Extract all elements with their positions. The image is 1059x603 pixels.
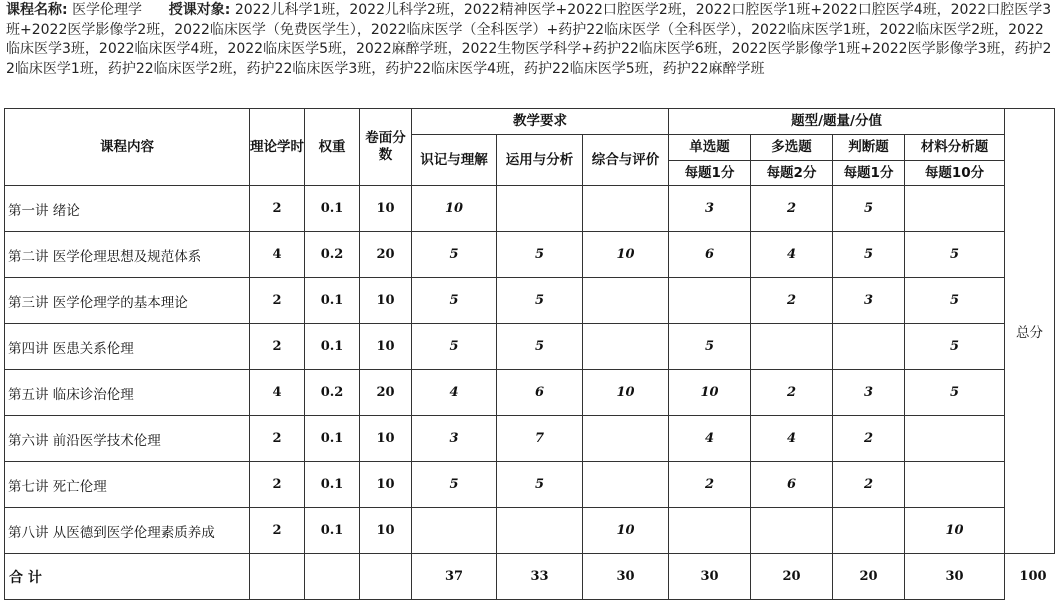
row-eval: 10 <box>583 370 669 416</box>
course-header <box>6 1 1056 79</box>
row-judge: 3 <box>833 370 905 416</box>
total-eval: 30 <box>583 554 669 600</box>
row-recall: 5 <box>412 324 497 370</box>
row-eval: 10 <box>583 508 669 554</box>
row-multiple: 2 <box>751 186 833 232</box>
row-recall: 5 <box>412 232 497 278</box>
row-single: 2 <box>669 462 751 508</box>
row-recall <box>412 508 497 554</box>
row-material <box>905 186 1005 232</box>
row-eval <box>583 462 669 508</box>
row-hours: 2 <box>250 462 305 508</box>
row-multiple: 6 <box>751 462 833 508</box>
row-name: 第八讲 从医德到医学伦理素质养成 <box>5 508 250 554</box>
header-req-eval: 综合与评价 <box>583 135 669 186</box>
header-total-score: 总分 <box>1005 109 1055 554</box>
row-hours: 2 <box>250 508 305 554</box>
row-name: 第二讲 医学伦理思想及规范体系 <box>5 232 250 278</box>
total-multiple: 20 <box>751 554 833 600</box>
row-apply: 6 <box>497 370 583 416</box>
total-recall: 37 <box>412 554 497 600</box>
row-apply: 5 <box>497 324 583 370</box>
row-judge: 2 <box>833 416 905 462</box>
header-material: 材料分析题 <box>905 135 1005 161</box>
row-score: 10 <box>360 186 412 232</box>
row-weight: 0.1 <box>305 324 360 370</box>
header-judge-pts: 每题1分 <box>833 161 905 186</box>
row-hours: 2 <box>250 186 305 232</box>
row-single: 5 <box>669 324 751 370</box>
row-hours: 4 <box>250 370 305 416</box>
row-apply: 5 <box>497 278 583 324</box>
total-material: 30 <box>905 554 1005 600</box>
header-single-pts: 每题1分 <box>669 161 751 186</box>
course-name-label: 课程名称: <box>6 2 68 18</box>
table-row <box>5 232 1055 278</box>
target-label: 授课对象: <box>168 2 231 18</box>
header-paper-score: 卷面分数 <box>360 109 412 186</box>
row-material: 10 <box>905 508 1005 554</box>
total-apply: 33 <box>497 554 583 600</box>
row-eval <box>583 278 669 324</box>
exam-spec-table <box>4 108 1055 600</box>
row-score: 10 <box>360 462 412 508</box>
header-teaching-req: 教学要求 <box>412 109 669 135</box>
header-single: 单选题 <box>669 135 751 161</box>
row-judge: 2 <box>833 462 905 508</box>
row-weight: 0.2 <box>305 232 360 278</box>
row-recall: 10 <box>412 186 497 232</box>
row-score: 10 <box>360 278 412 324</box>
header-multiple-pts: 每题2分 <box>751 161 833 186</box>
row-judge: 5 <box>833 232 905 278</box>
row-recall: 5 <box>412 278 497 324</box>
row-single: 4 <box>669 416 751 462</box>
row-multiple: 2 <box>751 278 833 324</box>
row-single: 3 <box>669 186 751 232</box>
row-name: 第五讲 临床诊治伦理 <box>5 370 250 416</box>
row-eval <box>583 186 669 232</box>
row-apply: 5 <box>497 232 583 278</box>
total-weight <box>305 554 360 600</box>
row-material: 5 <box>905 370 1005 416</box>
row-name: 第四讲 医患关系伦理 <box>5 324 250 370</box>
table-row <box>5 278 1055 324</box>
row-multiple: 2 <box>751 370 833 416</box>
row-eval <box>583 416 669 462</box>
row-recall: 3 <box>412 416 497 462</box>
row-hours: 4 <box>250 232 305 278</box>
header-judge: 判断题 <box>833 135 905 161</box>
row-weight: 0.1 <box>305 278 360 324</box>
total-single: 30 <box>669 554 751 600</box>
row-multiple <box>751 508 833 554</box>
table-row <box>5 370 1055 416</box>
row-score: 10 <box>360 416 412 462</box>
row-material <box>905 416 1005 462</box>
row-apply: 5 <box>497 462 583 508</box>
row-eval: 10 <box>583 232 669 278</box>
row-hours: 2 <box>250 416 305 462</box>
course-name: 医学伦理学 <box>72 2 143 18</box>
table-row <box>5 416 1055 462</box>
row-single: 6 <box>669 232 751 278</box>
row-score: 20 <box>360 232 412 278</box>
row-hours: 2 <box>250 324 305 370</box>
header-theory-hours: 理论学时 <box>250 109 305 186</box>
row-eval <box>583 324 669 370</box>
row-multiple: 4 <box>751 232 833 278</box>
total-judge: 20 <box>833 554 905 600</box>
row-apply <box>497 508 583 554</box>
row-single: 10 <box>669 370 751 416</box>
row-weight: 0.1 <box>305 186 360 232</box>
row-multiple: 4 <box>751 416 833 462</box>
row-apply <box>497 186 583 232</box>
row-single <box>669 508 751 554</box>
row-recall: 4 <box>412 370 497 416</box>
row-judge <box>833 324 905 370</box>
header-req-recall: 识记与理解 <box>412 135 497 186</box>
row-apply: 7 <box>497 416 583 462</box>
row-name: 第七讲 死亡伦理 <box>5 462 250 508</box>
total-row <box>5 554 1055 600</box>
table-row <box>5 508 1055 554</box>
total-score-cell <box>360 554 412 600</box>
header-weight: 权重 <box>305 109 360 186</box>
row-weight: 0.1 <box>305 462 360 508</box>
total-label: 合 计 <box>5 554 250 600</box>
row-weight: 0.2 <box>305 370 360 416</box>
row-hours: 2 <box>250 278 305 324</box>
row-judge: 5 <box>833 186 905 232</box>
row-name: 第一讲 绪论 <box>5 186 250 232</box>
row-score: 20 <box>360 370 412 416</box>
row-single <box>669 278 751 324</box>
row-score: 10 <box>360 508 412 554</box>
row-name: 第六讲 前沿医学技术伦理 <box>5 416 250 462</box>
header-multiple: 多选题 <box>751 135 833 161</box>
header-content: 课程内容 <box>5 109 250 186</box>
table-row <box>5 324 1055 370</box>
table-row <box>5 462 1055 508</box>
header-req-apply: 运用与分析 <box>497 135 583 186</box>
row-judge <box>833 508 905 554</box>
row-judge: 3 <box>833 278 905 324</box>
target-classes: 2022儿科学1班，2022儿科学2班，2022精神医学+2022口腔医学2班，2022口腔医学1班+2022口腔医学4班，2022口腔医学3班+2022医学影像学2班，2022临床医学（免费医学生），2022临床医学（全科医学）+药护22临床医学（全科医学），2022临床医学1班，2022临床医学2班，2022临床医学3班，2022临床医学4班，2022临床医学5班，2022麻醉学班，2022生物医学科学+药护22临床医学6班，2022医学影像学1班+2022医学影像学3班，药护22临床医学1班，药护22临床医学2班，药护22临床医学3班，药护22临床医学4班，药护22临床医学5班，药护22麻醉学班 <box>6 2 1052 77</box>
table-row <box>5 186 1055 232</box>
grand-total: 100 <box>1019 569 1047 584</box>
header-question-types: 题型/题量/分值 <box>669 109 1005 135</box>
row-score: 10 <box>360 324 412 370</box>
row-material: 5 <box>905 278 1005 324</box>
row-weight: 0.1 <box>305 416 360 462</box>
row-name: 第三讲 医学伦理学的基本理论 <box>5 278 250 324</box>
row-multiple <box>751 324 833 370</box>
row-recall: 5 <box>412 462 497 508</box>
row-material: 5 <box>905 232 1005 278</box>
row-material <box>905 462 1005 508</box>
total-hours <box>250 554 305 600</box>
header-material-pts: 每题10分 <box>905 161 1005 186</box>
row-material: 5 <box>905 324 1005 370</box>
row-weight: 0.1 <box>305 508 360 554</box>
